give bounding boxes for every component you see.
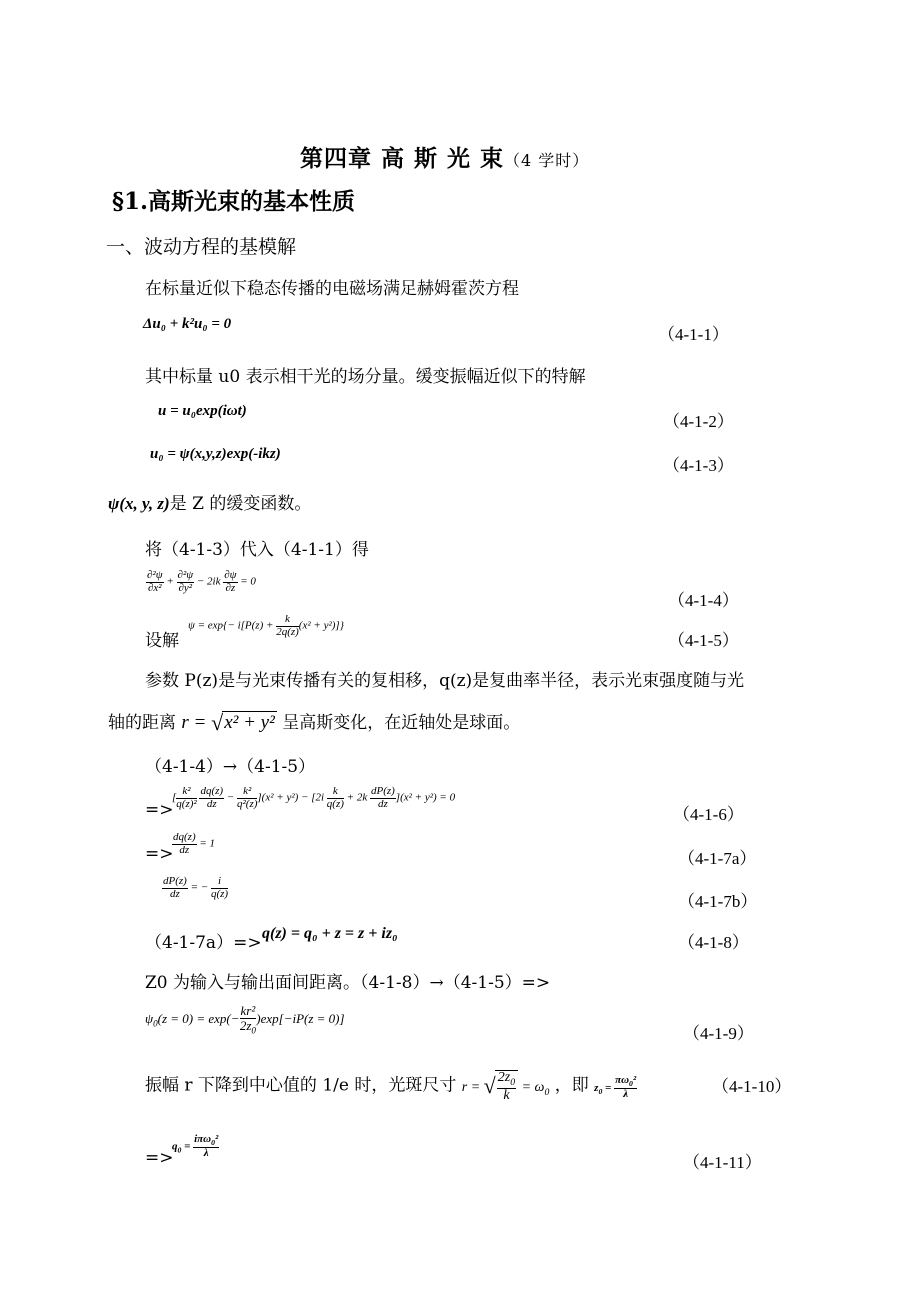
paragraph-8: Z0 为输入与输出面间距离。（4-1-8）→（4-1-5）=> (145, 973, 551, 993)
psi-line (108, 489, 311, 514)
arrow-prefix-6: => (145, 800, 174, 820)
formula-4-1-7a-rhs: = 1 (199, 837, 216, 850)
paragraph-6b-post: 呈高斯变化，在近轴处是球面。 (282, 713, 521, 733)
formula-4-1-3: u₀ = ψ(x,y,z)exp(-ikz) (150, 446, 281, 462)
paragraph-6b (108, 708, 520, 736)
chapter-hours: （4 学时） (504, 151, 590, 170)
paragraph-4: 将（4-1-3）代入（4-1-1）得 (145, 540, 369, 560)
formula-4-1-11: $q_0$ = $\frac{i\pi\omega_0^2}{\lambda}$ (172, 1133, 219, 1160)
psi-symbol: ψ(x, y, z) (108, 494, 170, 513)
paragraph-2: 其中标量 u0 表示相干光的场分量。缓变振幅近似下的特解 (145, 367, 586, 387)
paragraph-9-pre: 振幅 r 下降到中心值的 1/e 时，光斑尺寸 (145, 1075, 457, 1096)
formula-4-1-6: [ $\frac{\text{k²}}{\text{q(z)²}}$ $\frac{dq(z)}{dz}$ − $\frac{\text{k²}}{\text{q²(z)}}$ ](x² + y²) − [2i $\frac{k}{q(z)}$ + 2k $\frac{dP(z)}{dz}$ ](x² + y²) = 0 (172, 785, 456, 810)
paragraph-6b-pre: 轴的距离 (108, 713, 176, 733)
eqnum-4-1-2: （4-1-2） (663, 412, 734, 431)
eqnum-4-1-10: （4-1-10） (712, 1077, 792, 1096)
section-heading: §1.高斯光束的基本性质 (112, 188, 356, 215)
chapter-title (300, 140, 589, 173)
eqnum-4-1-4: （4-1-4） (668, 591, 739, 610)
paragraph-5: 设解 (145, 631, 179, 651)
arrow-prefix-7a: => (145, 844, 174, 864)
formula-4-1-1: Δu₀ + k²u₀ = 0 (143, 316, 232, 332)
paragraph-3: 是 Z 的缓变函数。 (169, 494, 312, 514)
paragraph-1: 在标量近似下稳态传播的电磁场满足赫姆霍茨方程 (145, 279, 519, 299)
paragraph-9-mid: ，即 (554, 1075, 589, 1096)
r-formula: r = √x² + y² (181, 710, 275, 735)
eqnum-4-1-7b: （4-1-7b） (678, 892, 758, 911)
spot-size-formula: r = √ $\frac{2z_0}{k}$ = $\omega_0$ (461, 1070, 550, 1104)
eqnum-4-1-1: （4-1-1） (658, 325, 729, 344)
formula-4-1-4: $\frac{\text{∂²ψ}}{\text{∂x²}}$ + $\frac{\text{∂²ψ}}{\text{∂y²}}$ − 2ik $\frac{\partial\psi}{\partial z}$ = 0 (147, 569, 256, 594)
subsection-heading: 一、波动方程的基模解 (106, 236, 297, 258)
eqnum-4-1-5: （4-1-5） (668, 631, 739, 650)
paragraph-6a: 参数 P(z)是与光束传播有关的复相移，q(z)是复曲率半径，表示光束强度随与光 (145, 671, 745, 691)
formula-4-1-2: u = u₀exp(iωt) (158, 403, 247, 419)
formula-4-1-7a: $\frac{dq(z)}{dz}$ = 1 (173, 831, 216, 856)
eq8-prefix: （4-1-7a）=> (145, 933, 262, 953)
formula-4-1-8: q(z) = q₀ + z = z + iz₀ (262, 925, 398, 942)
z0-formula: $z_0$ = $\frac{\pi\omega_0^2}{\lambda}$ (594, 1074, 637, 1101)
paragraph-9 (145, 1070, 637, 1104)
eqnum-4-1-7a: （4-1-7a） (678, 849, 757, 868)
eqnum-4-1-11: （4-1-11） (683, 1153, 762, 1172)
eqnum-4-1-6: （4-1-6） (673, 805, 744, 824)
arrow-prefix-11: => (145, 1148, 174, 1168)
formula-4-1-7b: $\frac{dP(z)}{dz}$ = − $\frac{i}{q(z)}$ (163, 875, 229, 900)
chapter-title-text: 第四章 高 斯 光 束 (300, 145, 505, 172)
formula-4-1-5: ψ = exp{− i[P(z) + $\frac{k}{2q(z)}$ (x² + y²)]} (188, 613, 345, 638)
formula-4-1-9: $\psi_0(z = 0) = \exp(-$ $\frac{\text{kr²}}{2z_0}$ )exp[−iP(z = 0)] (145, 1003, 345, 1036)
eqnum-4-1-8: （4-1-8） (678, 933, 749, 952)
paragraph-7: （4-1-4）→（4-1-5） (145, 757, 316, 777)
eqnum-4-1-9: （4-1-9） (683, 1024, 754, 1043)
eqnum-4-1-3: （4-1-3） (663, 456, 734, 475)
